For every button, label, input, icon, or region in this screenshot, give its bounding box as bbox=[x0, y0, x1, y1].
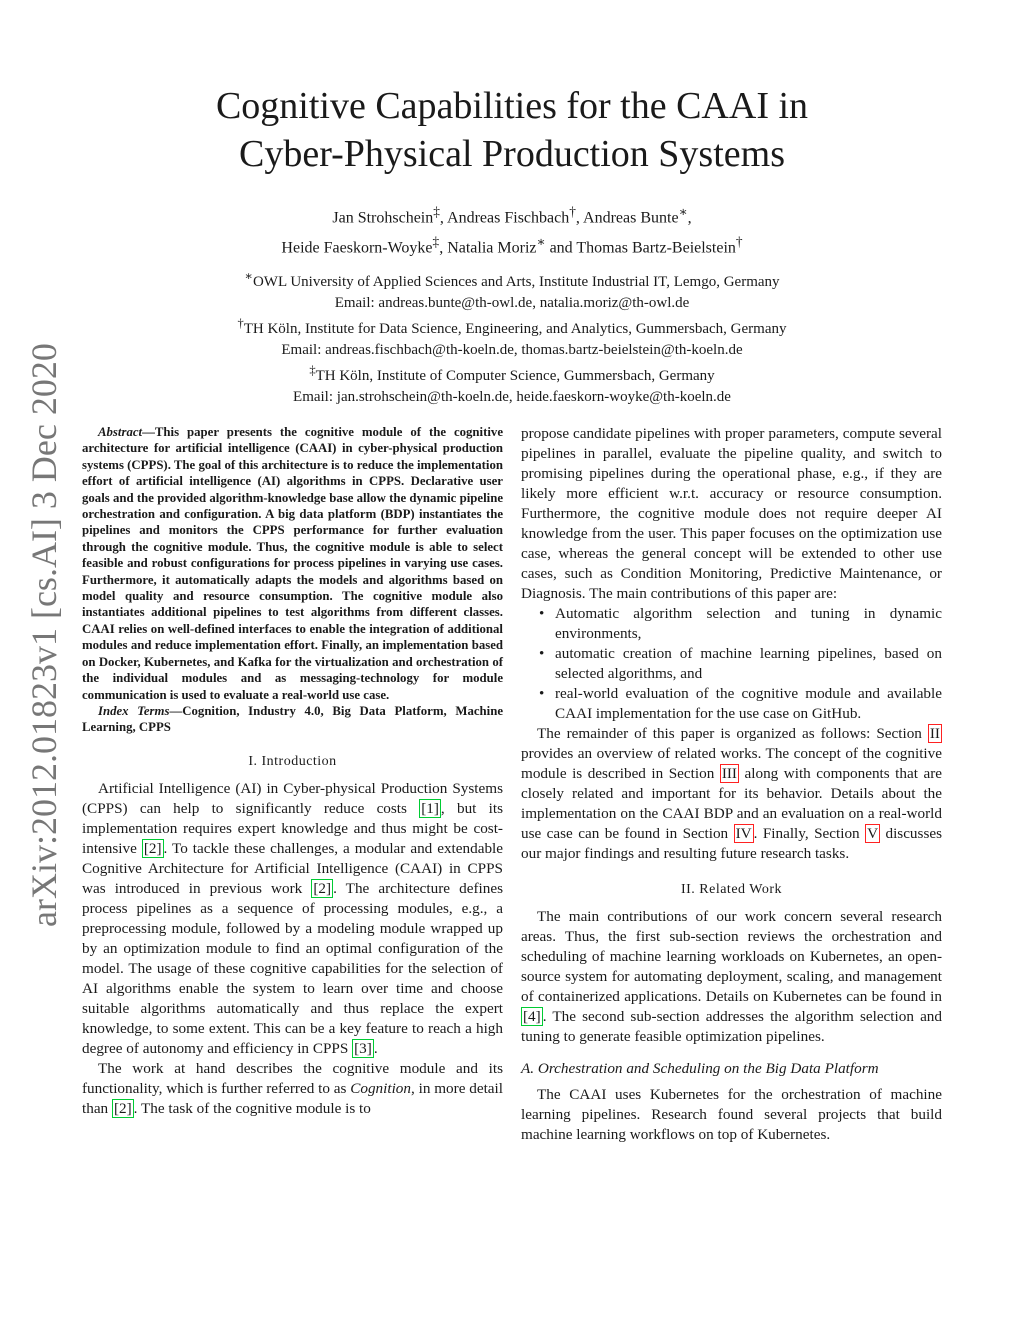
list-item bbox=[521, 604, 942, 644]
contribution-list bbox=[521, 604, 942, 724]
author-list bbox=[100, 200, 924, 261]
text-run: . The architecture defines process pipelines as a sequence of processing modules, e.g., a preprocessing module, followed by a modeling module wrapped up by an optimization module to find an optimal configuration of the model. The usage of these cognitive capabilities for the selection of AI algorithms enable the system to learn over time and choose suitable algorithms automatically and thus replace the expert knowledge, to some extent. This can be a key feature to reach a high degree of autonomy and efficiency in CPPS bbox=[82, 879, 503, 1057]
section-link[interactable]: IV bbox=[735, 825, 752, 842]
affil-mark: ‡ bbox=[309, 363, 316, 377]
text-run: , in more detail than bbox=[82, 1079, 503, 1117]
affil-mark: ∗ bbox=[244, 269, 253, 283]
text-run: The remainder of this paper is organized as follows: Section bbox=[537, 725, 928, 742]
bullet-icon: • bbox=[539, 645, 545, 662]
affiliation-line bbox=[100, 266, 924, 293]
intro-paragraph-4 bbox=[521, 724, 942, 864]
affiliation-text: OWL University of Applied Sciences and Arts, Institute Industrial IT, Lemgo, Germany bbox=[252, 274, 780, 290]
author-name: Andreas Fischbach bbox=[447, 209, 570, 227]
affil-mark: ∗ bbox=[678, 204, 688, 219]
citation-link[interactable]: [4] bbox=[523, 1008, 541, 1025]
affil-mark: † bbox=[735, 234, 743, 250]
intro-paragraph-1 bbox=[82, 779, 503, 1059]
affil-mark: ‡ bbox=[432, 234, 440, 250]
affil-mark: ‡ bbox=[433, 204, 440, 219]
text-run: . To tackle these challenges, a modular and extendable Cognitive Architecture for Artificial Intelligence (CAAI) in CPPS was introduced in previous work bbox=[82, 839, 503, 897]
text-run: along with components that are closely related and important for its behavior. Details about the implementation on the CAAI BDP and an evaluation on a real-world use case can be found in Section bbox=[521, 765, 943, 842]
abstract-text: This paper presents the cognitive module of the cognitive architecture for artificial intelligence (CAAI) in cyber-physical production systems (CPPS). The goal of this architecture is to reduce the implementation effort of artificial intelligence (AI) algorithms in CPPS. Declarative user goals and the provided algorithm-knowledge base allow the dynamic pipeline orchestration and configuration. A big data platform (BDP) instantiates the pipelines and monitors the CPPS performance for further evaluation through the cognitive module. Thus, the cognitive module is able to select feasible and robust configurations for process pipelines in varying use cases. Furthermore, it automatically adapts the models and algorithms based on model quality and resource consumption. The cognitive module also instantiates additional pipelines to test algorithms from different classes. CAAI relies on well-defined interfaces to enable the integration of additional modules and reduce implementation effort. Finally, an implementation based on Docker, Kubernetes, and Kafka for the virtualization and orchestration of the individual modules and as messaging-technology for module communication is used to evaluate a real-world use case. bbox=[82, 425, 503, 702]
text-run: The work at hand describes the cognitive module and its functionality, which is further referred to as bbox=[82, 1059, 503, 1097]
citation-link[interactable]: [2] bbox=[313, 879, 332, 897]
affil-mark: † bbox=[569, 204, 576, 219]
list-item bbox=[521, 644, 942, 684]
affil-mark: ∗ bbox=[536, 234, 546, 250]
index-terms-lead: Index Terms bbox=[98, 703, 170, 718]
related-paragraph-2: The CAAI uses Kubernetes for the orchestration of machine learning pipelines. Research found several projects that build machine learning workflows on top of Kubernetes. bbox=[521, 1086, 942, 1143]
text-run: The main contributions of our work concern several research areas. Thus, the first sub-section reviews the orchestration and scheduling of machine learning workloads on Kubernetes, an open-source system for automating deployment, scaling, and management of containerized applications. Details on Kubernetes can be found in bbox=[521, 908, 942, 1005]
citation-link[interactable]: [2] bbox=[113, 1099, 132, 1117]
affil-mark: † bbox=[237, 316, 244, 330]
text-run: . bbox=[373, 1039, 378, 1057]
section-heading-related-work: II. Related Work bbox=[680, 882, 783, 897]
paper-title bbox=[100, 82, 924, 178]
emphasis-cognition: Cognition bbox=[350, 1079, 411, 1097]
text-run: . The second sub-section addresses the algorithm selection and tuning to generate feasible optimization pipelines. bbox=[521, 1008, 942, 1045]
title-line-1: Cognitive Capabilities for the CAAI in bbox=[215, 85, 809, 127]
affiliation-email: Email: andreas.bunte@th-owl.de, natalia.moriz@th-owl.de bbox=[334, 294, 690, 311]
index-terms-text: Cognition, Industry 4.0, Big Data Platform, Machine Learning, CPPS bbox=[82, 703, 503, 735]
list-item-text: automatic creation of machine learning pipelines, based on selected algorithms, and bbox=[555, 645, 942, 682]
arxiv-stamp: arXiv:2012.01823v1 [cs.AI] 3 Dec 2020 bbox=[24, 343, 64, 927]
abstract-lead: Abstract bbox=[98, 425, 143, 439]
related-paragraph-1 bbox=[521, 907, 942, 1047]
affiliation-email: Email: andreas.fischbach@th-koeln.de, thomas.bartz-beielstein@th-koeln.de bbox=[281, 341, 743, 358]
author-name: Thomas Bartz-Beielstein bbox=[576, 239, 736, 257]
list-item-text: real-world evaluation of the cognitive module and available CAAI implementation for the use case on GitHub. bbox=[555, 685, 942, 722]
section-link[interactable]: II bbox=[929, 725, 940, 742]
text-run: . Finally, Section bbox=[753, 825, 866, 842]
bullet-icon: • bbox=[539, 685, 545, 702]
affiliation-line bbox=[100, 313, 924, 340]
author-name: Heide Faeskorn-Woyke bbox=[281, 239, 433, 257]
author-line-1: Jan Strohschein‡, Andreas Fischbach†, Andreas Bunte∗, bbox=[332, 204, 692, 227]
citation-link[interactable]: [3] bbox=[354, 1039, 372, 1057]
text-run: discusses our major findings and resulting future research tasks. bbox=[521, 825, 943, 862]
intro-paragraph-3: propose candidate pipelines with proper parameters, compute several pipelines in parallel, evaluate the pipeline quality, and switch to promising pipelines during the operational phase, e.g., if they are likely more efficient w.r.t. accuracy or resource consumption. Furthermore, the cognitive module does not require deeper AI knowledge from the user. This paper focuses on the optimization use case, whereas the general concept will be extended to other use cases, such as Condition Monitoring, Predictive Maintenance, or Diagnosis. The main contributions of this paper are: bbox=[521, 425, 942, 602]
index-terms bbox=[82, 703, 503, 736]
author-line-2: Heide Faeskorn-Woyke‡, Natalia Moriz∗ and Thomas Bartz-Beielstein† bbox=[281, 234, 743, 257]
abstract bbox=[82, 424, 503, 703]
text-run: Artificial Intelligence (AI) in Cyber-physical Production Systems (CPPS) can help to significantly reduce costs bbox=[82, 779, 503, 817]
text-run: , but its implementation requires expert knowledge and thus might be cost-intensive bbox=[82, 799, 503, 857]
author-name: Natalia Moriz bbox=[447, 239, 537, 257]
affiliation-email: Email: jan.strohschein@th-koeln.de, heide.faeskorn-woyke@th-koeln.de bbox=[293, 388, 731, 405]
title-line-2: Cyber-Physical Production Systems bbox=[239, 133, 785, 175]
author-name: Andreas Bunte bbox=[583, 209, 679, 227]
citation-link[interactable]: [2] bbox=[143, 839, 162, 857]
index-terms-dash: — bbox=[169, 703, 183, 718]
section-heading-introduction: I. Introduction bbox=[248, 753, 337, 769]
affiliation-text: TH Köln, Institute for Data Science, Engineering, and Analytics, Gummersbach, Germany bbox=[243, 321, 787, 337]
citation-link[interactable]: [1] bbox=[421, 799, 439, 817]
subsection-heading-orchestration: A. Orchestration and Scheduling on the Big Data Platform bbox=[521, 1060, 879, 1077]
section-link[interactable]: V bbox=[867, 825, 879, 842]
abstract-dash: — bbox=[142, 425, 155, 439]
bullet-icon: • bbox=[539, 605, 545, 622]
list-item-text: Automatic algorithm selection and tuning in dynamic environments, bbox=[555, 605, 942, 642]
text-run: provides an overview of related works. The concept of the cognitive module is described in Section bbox=[521, 745, 942, 782]
section-link[interactable]: III bbox=[721, 765, 737, 782]
affiliation-line bbox=[100, 360, 924, 387]
left-column bbox=[82, 424, 503, 1119]
affiliation-block bbox=[100, 266, 924, 407]
text-run: . The task of the cognitive module is to bbox=[133, 1099, 371, 1117]
author-name: Jan Strohschein bbox=[332, 209, 434, 227]
list-item bbox=[521, 684, 942, 724]
intro-paragraph-2 bbox=[82, 1059, 503, 1119]
affiliation-text: TH Köln, Institute of Computer Science, Gummersbach, Germany bbox=[315, 368, 715, 384]
author-and: and bbox=[549, 239, 573, 257]
right-column bbox=[521, 424, 942, 1145]
